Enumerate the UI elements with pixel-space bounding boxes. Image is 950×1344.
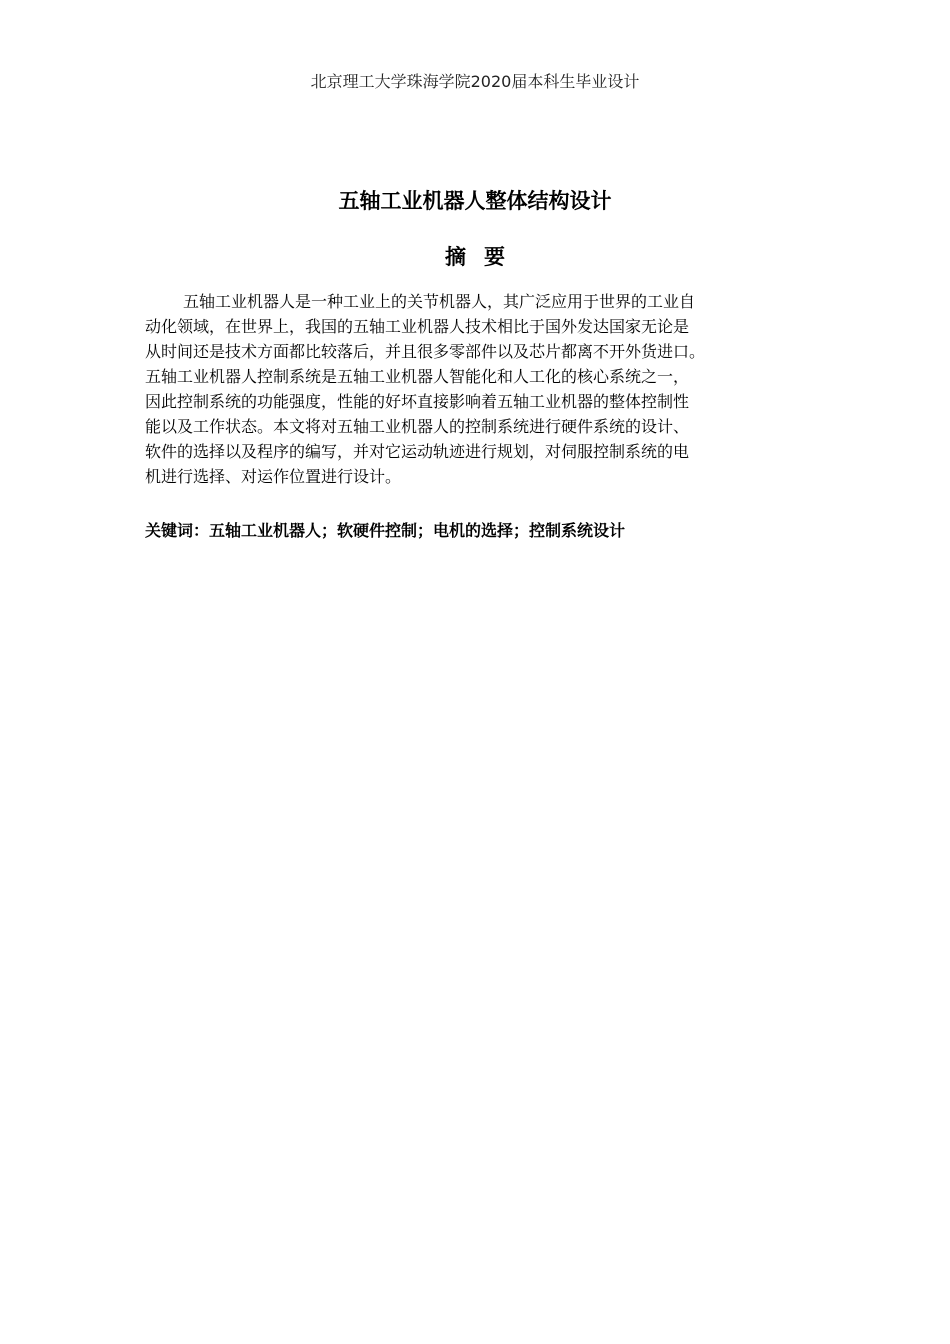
abstract-line: 能以及工作状态。本文将对五轴工业机器人的控制系统进行硬件系统的设计、	[145, 417, 690, 436]
abstract-line: 从时间还是技术方面都比较落后，并且很多零部件以及芯片都离不开外货进口。	[145, 342, 706, 361]
abstract-line: 机进行选择、对运作位置进行设计。	[145, 467, 402, 486]
page-header: 北京理工大学珠海学院2020届本科生毕业设计	[310, 72, 640, 91]
abstract-line: 因此控制系统的功能强度，性能的好坏直接影响着五轴工业机器的整体控制性	[145, 392, 690, 411]
document-title: 五轴工业机器人整体结构设计	[338, 189, 612, 213]
abstract-line: 动化领域，在世界上，我国的五轴工业机器人技术相比于国外发达国家无论是	[145, 317, 690, 336]
abstract-line: 五轴工业机器人是一种工业上的关节机器人，其广泛应用于世界的工业自	[183, 292, 696, 311]
abstract-heading: 摘要	[445, 245, 523, 269]
abstract-line: 软件的选择以及程序的编写，并对它运动轨迹进行规划，对伺服控制系统的电	[145, 442, 690, 461]
abstract-paragraph	[145, 289, 810, 489]
keywords-line: 关键词：五轴工业机器人；软硬件控制；电机的选择；控制系统设计	[145, 521, 626, 540]
abstract-line: 五轴工业机器人控制系统是五轴工业机器人智能化和人工化的核心系统之一，	[145, 367, 690, 386]
